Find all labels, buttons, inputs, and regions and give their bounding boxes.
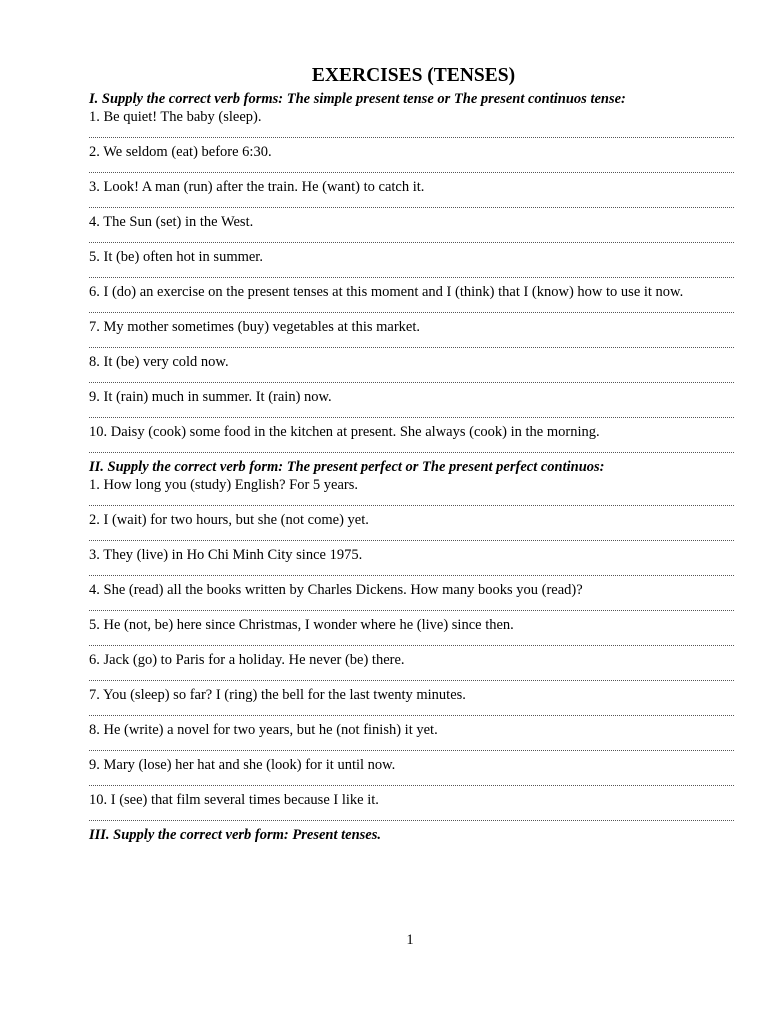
exercise-question: 6. I (do) an exercise on the present tenses at this moment and I (think) that I (know) how to use it now. [89, 284, 684, 300]
answer-line [89, 645, 734, 646]
exercise-question: 2. I (wait) for two hours, but she (not come) yet. [89, 512, 369, 528]
exercise-question: 3. They (live) in Ho Chi Minh City since 1975. [89, 547, 363, 563]
exercise-item [89, 423, 734, 453]
exercise-question: 1. Be quiet! The baby (sleep). [89, 109, 262, 125]
exercise-item [89, 791, 734, 821]
answer-line [89, 382, 734, 383]
section-heading: III. Supply the correct verb form: Present tenses. [89, 827, 381, 843]
answer-line [89, 417, 734, 418]
answer-line [89, 610, 734, 611]
exercise-item [89, 178, 734, 208]
exercise-question: 6. Jack (go) to Paris for a holiday. He never (be) there. [89, 652, 405, 668]
worksheet-page [89, 64, 734, 844]
exercise-item [89, 651, 734, 681]
section-heading: I. Supply the correct verb forms: The simple present tense or The present continuos tense: [89, 91, 626, 107]
answer-line [89, 575, 734, 576]
answer-line [89, 277, 734, 278]
exercise-question: 5. It (be) often hot in summer. [89, 249, 263, 265]
exercise-question: 8. It (be) very cold now. [89, 354, 229, 370]
exercise-section [89, 458, 734, 821]
exercise-question: 7. My mother sometimes (buy) vegetables at this market. [89, 319, 421, 335]
exercise-item [89, 756, 734, 786]
exercise-item [89, 511, 734, 541]
exercise-item [89, 546, 734, 576]
answer-line [89, 172, 734, 173]
exercise-question: 5. He (not, be) here since Christmas, I wonder where he (live) since then. [89, 617, 514, 633]
answer-line [89, 137, 734, 138]
exercise-question: 4. She (read) all the books written by Charles Dickens. How many books you (read)? [89, 582, 583, 598]
exercise-question: 10. Daisy (cook) some food in the kitchen at present. She always (cook) in the morning. [89, 424, 600, 440]
exercise-question: 10. I (see) that film several times because I like it. [89, 792, 379, 808]
section-heading: II. Supply the correct verb form: The present perfect or The present perfect continuos: [89, 459, 605, 475]
exercise-question: 1. How long you (study) English? For 5 years. [89, 477, 359, 493]
worksheet-title: EXERCISES (TENSES) [311, 65, 516, 86]
exercise-question: 2. We seldom (eat) before 6:30. [89, 144, 272, 160]
exercise-item [89, 476, 734, 506]
exercise-item [89, 686, 734, 716]
exercise-section [89, 90, 734, 453]
answer-line [89, 242, 734, 243]
exercise-item [89, 581, 734, 611]
exercise-item [89, 388, 734, 418]
answer-line [89, 750, 734, 751]
exercise-item [89, 318, 734, 348]
answer-line [89, 680, 734, 681]
answer-line [89, 312, 734, 313]
exercise-question: 8. He (write) a novel for two years, but he (not finish) it yet. [89, 722, 438, 738]
exercise-item [89, 248, 734, 278]
answer-line [89, 785, 734, 786]
exercise-section [89, 826, 734, 844]
exercise-question: 9. Mary (lose) her hat and she (look) for it until now. [89, 757, 396, 773]
exercise-item [89, 353, 734, 383]
answer-line [89, 715, 734, 716]
exercise-question: 4. The Sun (set) in the West. [89, 214, 254, 230]
exercise-item [89, 108, 734, 138]
exercise-sections [89, 90, 734, 844]
answer-line [89, 207, 734, 208]
answer-line [89, 505, 734, 506]
exercise-question: 9. It (rain) much in summer. It (rain) now. [89, 389, 332, 405]
page-number: 1 [406, 932, 414, 948]
exercise-item [89, 616, 734, 646]
exercise-item [89, 721, 734, 751]
answer-line [89, 452, 734, 453]
answer-line [89, 540, 734, 541]
exercise-item [89, 283, 734, 313]
answer-line [89, 820, 734, 821]
exercise-question: 3. Look! A man (run) after the train. He (want) to catch it. [89, 179, 425, 195]
exercise-item [89, 143, 734, 173]
exercise-item [89, 213, 734, 243]
answer-line [89, 347, 734, 348]
exercise-question: 7. You (sleep) so far? I (ring) the bell for the last twenty minutes. [89, 687, 466, 703]
